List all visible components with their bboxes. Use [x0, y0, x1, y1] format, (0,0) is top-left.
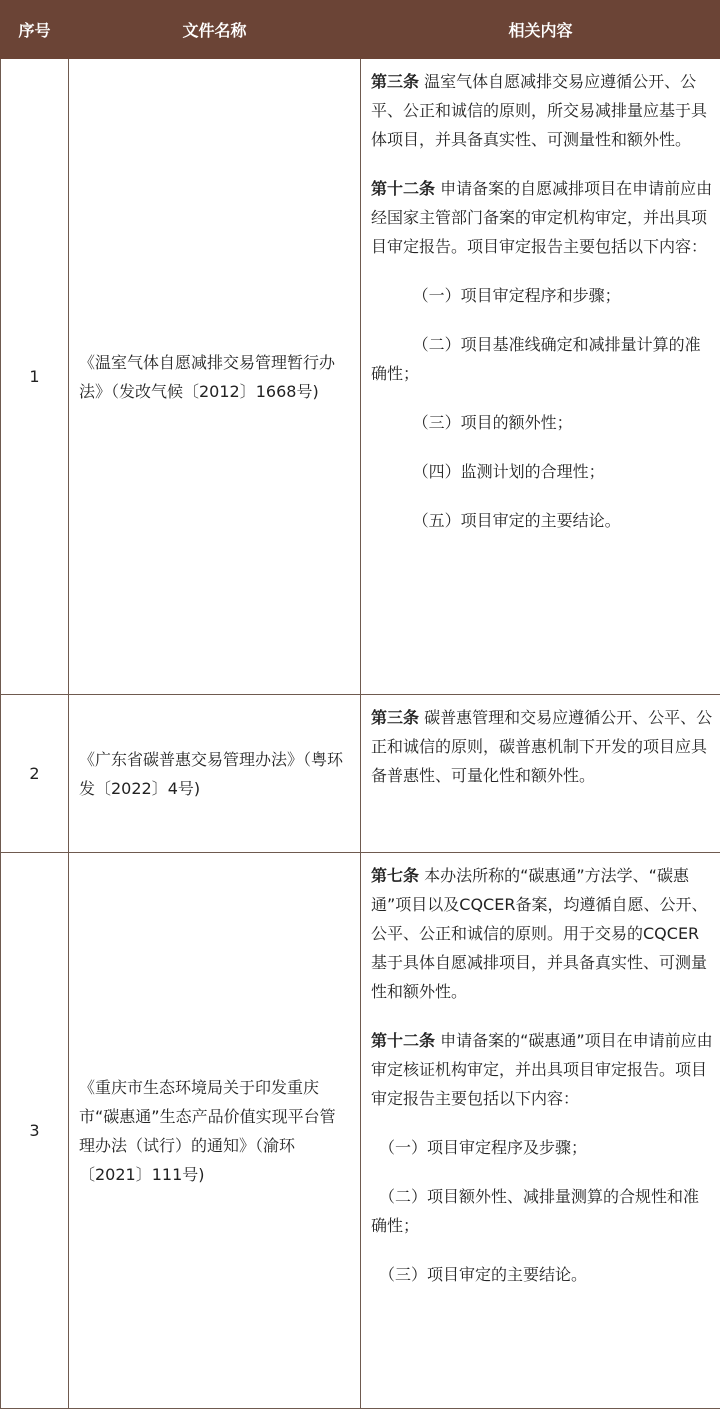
list-item: （二）项目额外性、减排量测算的合规性和准确性；: [371, 1187, 700, 1235]
article-text: 申请备案的“碳惠通”项目在申请前应由审定核证机构审定，并出具项目审定报告。项目审定报告主要包括以下内容：: [371, 1031, 713, 1108]
article-paragraph: [371, 861, 714, 1006]
table-header-row: [1, 1, 720, 59]
header-related-content: 相关内容: [361, 1, 720, 59]
list-item: （四）监测计划的合理性；: [412, 462, 605, 481]
row-content: [361, 59, 720, 695]
header-file-name: 文件名称: [69, 1, 361, 59]
article-text: 申请备案的自愿减排项目在申请前应由经国家主管部门备案的审定机构审定，并出具项目审定报告。项目审定报告主要包括以下内容：: [371, 179, 713, 256]
row-content: [361, 853, 720, 1409]
list-item: （三）项目审定的主要结论。: [379, 1265, 588, 1284]
row-file-name: 《温室气体自愿减排交易管理暂行办法》（发改气候〔2012〕1668号): [69, 59, 361, 695]
article-number: 第三条: [371, 708, 420, 727]
list-item: （一）项目审定程序及步骤；: [379, 1138, 588, 1157]
table-row: [1, 853, 720, 1409]
article-text: 温室气体自愿减排交易应遵循公开、公平、公正和诚信的原则，所交易减排量应基于具体项目，并具备真实性、可测量性和额外性。: [371, 72, 708, 149]
row-index: 2: [1, 695, 69, 853]
list-item: （三）项目的额外性；: [412, 413, 573, 432]
article-text: 碳普惠管理和交易应遵循公开、公平、公正和诚信的原则，碳普惠机制下开发的项目应具备普惠性、可量化性和额外性。: [371, 708, 713, 785]
article-number: 第十二条: [371, 1031, 436, 1050]
row-content: [361, 695, 720, 853]
row-index: 3: [1, 853, 69, 1409]
row-file-name: 《广东省碳普惠交易管理办法》（粤环发〔2022〕4号): [69, 695, 361, 853]
row-file-name: 《重庆市生态环境局关于印发重庆市“碳惠通”生态产品价值实现平台管理办法（试行）的通知》（渝环〔2021〕111号): [69, 853, 361, 1409]
article-paragraph: [371, 703, 714, 790]
header-index: 序号: [1, 1, 69, 59]
row-index: 1: [1, 59, 69, 695]
article-number: 第三条: [371, 72, 420, 91]
article-paragraph: [371, 67, 714, 154]
table-row: [1, 59, 720, 695]
article-paragraph: [371, 1026, 714, 1113]
article-number: 第七条: [371, 866, 420, 885]
list-item: （二）项目基准线确定和减排量计算的准确性；: [371, 335, 701, 383]
article-text: 本办法所称的“碳惠通”方法学、“碳惠通”项目以及CQCER备案，均遵循自愿、公开、公平、公正和诚信的原则。用于交易的CQCER基于具体自愿减排项目，并具备真实性、可测量性和额外性。: [371, 866, 708, 1001]
article-number: 第十二条: [371, 179, 436, 198]
table-row: [1, 695, 720, 853]
list-item: （一）项目审定程序和步骤；: [412, 286, 621, 305]
article-paragraph: [371, 174, 714, 261]
list-item: （五）项目审定的主要结论。: [412, 511, 621, 530]
